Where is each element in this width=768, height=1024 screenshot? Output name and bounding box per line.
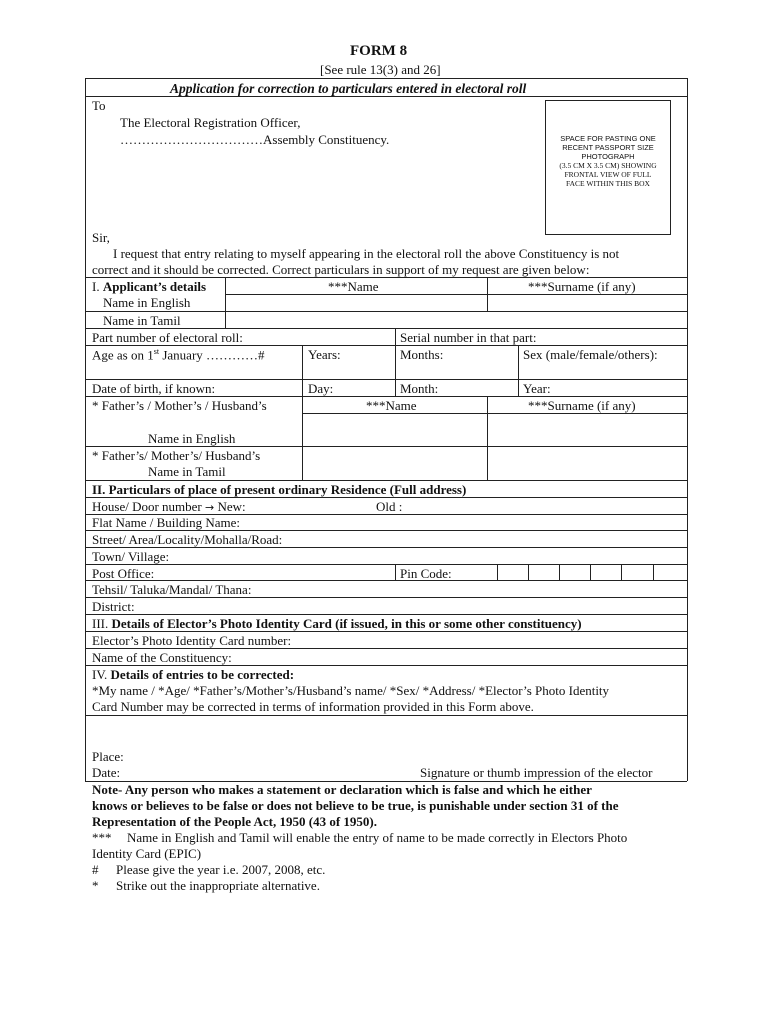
pin-code-label: Pin Code: <box>400 566 452 581</box>
house-old-label: Old : <box>376 499 403 514</box>
surname-column-header: ***Surname (if any) <box>528 279 636 294</box>
section-2-heading: II. Particulars of place of present ordinary Residence (Full address) <box>92 482 467 497</box>
month-label: Month: <box>400 381 439 396</box>
signature-label: Signature or thumb impression of the elector <box>420 765 653 780</box>
rule-reference: [See rule 13(3) and 26] <box>320 62 441 77</box>
officer-line: The Electoral Registration Officer, <box>120 115 301 130</box>
date-label: Date: <box>92 765 121 780</box>
relative-tamil-label-2: Name in Tamil <box>148 464 226 479</box>
relative-tamil-label: * Father’s/ Mother’s/ Husband’s <box>92 448 261 463</box>
months-label: Months: <box>400 347 444 362</box>
form-title: FORM 8 <box>350 43 408 59</box>
section-3-heading <box>92 617 582 630</box>
section-title: Details of entries to be corrected: <box>110 667 295 682</box>
serial-number-label: Serial number in that part: <box>400 330 537 345</box>
photo-box-line: RECENT PASSPORT SIZE <box>562 143 654 152</box>
section-title: Applicant’s details <box>102 279 207 294</box>
relative-english-label: * Father’s / Mother’s / Husband’s <box>92 398 267 413</box>
footnote-hash-mark: # <box>92 862 99 877</box>
section-1-heading <box>92 280 206 293</box>
footnote-star3-mark: *** <box>92 830 112 845</box>
name-english-label: Name in English <box>103 295 191 310</box>
photo-box-line: SPACE FOR PASTING ONE <box>560 134 656 143</box>
post-office-label: Post Office: <box>92 566 155 581</box>
photo-box-line: FACE WITHIN THIS BOX <box>566 179 650 188</box>
photo-box[interactable] <box>545 100 671 235</box>
photo-box-line: PHOTOGRAPH <box>581 152 635 161</box>
section-roman: III. <box>92 616 109 631</box>
relative-surname-column-header: ***Surname (if any) <box>528 398 636 413</box>
sex-label: Sex (male/female/others): <box>523 347 658 362</box>
name-column-header: ***Name <box>328 279 379 294</box>
section-roman: IV. <box>92 667 108 682</box>
epic-number-label: Elector’s Photo Identity Card number: <box>92 633 292 648</box>
footnote-star3-line-2: Identity Card (EPIC) <box>92 846 202 861</box>
street-label: Street/ Area/Locality/Mohalla/Road: <box>92 532 283 547</box>
note-line-3: Representation of the People Act, 1950 (43 of 1950). <box>92 814 377 829</box>
dob-label: Date of birth, if known: <box>92 381 216 396</box>
relative-english-label-2: Name in English <box>148 431 236 446</box>
salutation: Sir, <box>92 230 110 245</box>
note-line-2: knows or believes to be false or does not believe to be true, is punishable under section 31 of the <box>92 798 619 813</box>
place-label: Place: <box>92 749 124 764</box>
request-line-1: I request that entry relating to myself appearing in the electoral roll the above Constituency is not <box>113 246 620 261</box>
footnote-star3-line-1: Name in English and Tamil will enable the entry of name to be made correctly in Electors Photo <box>127 830 628 845</box>
photo-box-line: (3.5 CM X 3.5 CM) SHOWING <box>559 161 657 170</box>
relative-name-column-header: ***Name <box>366 398 417 413</box>
part-number-label: Part number of electoral roll: <box>92 330 243 345</box>
age-label: Age as on 1st January …………# <box>92 347 265 363</box>
house-number-label: House/ Door number → New: <box>92 499 246 514</box>
footnote-hash-text: Please give the year i.e. 2007, 2008, etc. <box>116 862 326 877</box>
form-subtitle: Application for correction to particulars entered in electoral roll <box>170 81 527 96</box>
district-label: District: <box>92 599 135 614</box>
constituency-line[interactable]: ……………………………Assembly Constituency. <box>120 132 390 147</box>
note-line-1: Note- Any person who makes a statement or declaration which is false and which he either <box>92 782 592 797</box>
to-label: To <box>92 98 106 113</box>
arrow-right-icon: → <box>205 501 215 514</box>
section-4-heading <box>92 668 294 681</box>
day-label: Day: <box>308 381 334 396</box>
photo-box-line: FRONTAL VIEW OF FULL <box>564 170 652 179</box>
town-label: Town/ Village: <box>92 549 170 564</box>
request-line-2: correct and it should be corrected. Correct particulars in support of my request are given below: <box>92 262 590 277</box>
section-title: Details of Elector’s Photo Identity Card (if issued, in this or some other constituency) <box>111 616 582 631</box>
footnote-star-mark: * <box>92 878 99 893</box>
corrections-line-2: Card Number may be corrected in terms of information provided in this Form above. <box>92 699 534 714</box>
years-label: Years: <box>308 347 341 362</box>
footnote-star-text: Strike out the inappropriate alternative. <box>116 878 320 893</box>
flat-name-label: Flat Name / Building Name: <box>92 515 241 530</box>
section-roman: I. <box>92 279 100 294</box>
name-tamil-label: Name in Tamil <box>103 313 181 328</box>
constituency-name-label: Name of the Constituency: <box>92 650 232 665</box>
corrections-line-1: *My name / *Age/ *Father’s/Mother’s/Husband’s name/ *Sex/ *Address/ *Elector’s Photo Identity <box>92 683 610 698</box>
year-label: Year: <box>523 381 551 396</box>
tehsil-label: Tehsil/ Taluka/Mandal/ Thana: <box>92 582 252 597</box>
